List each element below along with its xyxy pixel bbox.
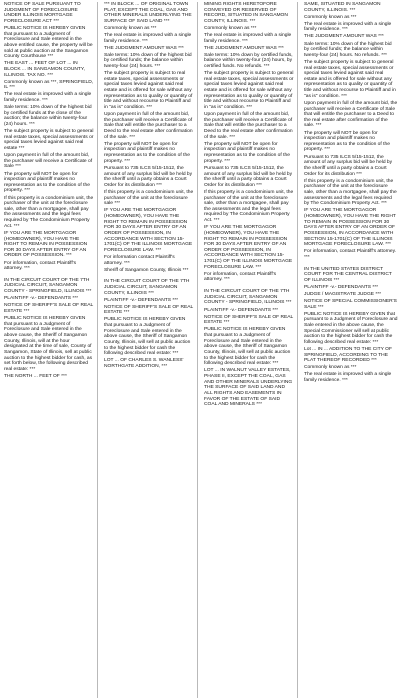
notice-paragraph: If this property is a condominium unit, the purchaser of the unit at the foreclosure sale, other than a mortgagee, shall pay the assessments and the legal fees required by The Condominium Property Act. ***: [304, 178, 397, 207]
notice-paragraph: PLAINTIFF -v.- DEFENDANTS ***: [104, 297, 179, 303]
notice-paragraph: Sale terms: 10% down of the highest bid by certified funds; the balance within twenty-four (24) hours. ***: [104, 52, 192, 70]
notice-paragraph: Commonly known as ***: [204, 26, 257, 32]
notice-paragraph: NOTICE OF SHERIFF'S SALE OF REAL ESTATE ***: [204, 314, 294, 326]
notice-paragraph: Commonly known as ***, SPRINGFIELD, IL ***: [4, 79, 94, 91]
notice-paragraph: The subject property is subject to real estate taxes, special assessments or special taxes levied against said real estate and is offered for sale without any representation as to quality or quantity of title and without recourse to Plaintiff and in "as is" condition. ***: [104, 71, 193, 111]
notice-heading: NOTICE OF SALE PURSUANT TO JUDGMENT OF FORECLOSURE UNDER ILLINOIS MORTGAGE FORECLOSURE ACT ***: [4, 2, 81, 24]
notice-paragraph: The property will NOT be open for inspection and plaintiff makes no representation as to the condition of the property. ***: [204, 141, 290, 164]
legal-notice: [104, 2, 194, 273]
notice-paragraph: PUBLIC NOTICE IS HEREBY GIVEN that pursuant to a Judgment of Foreclosure and Sale entered in the above cause, the Sheriff of Sangamon County, Illinois, will sell at public auction to the highest bidder for cash the following described real estate: ***: [104, 317, 191, 357]
notice-paragraph: Sale terms: 10% down of the highest bid by certified funds at the close of the auction; the balance within twenty-four (24) hours. ***: [4, 105, 92, 128]
notice-paragraph: Lot ... IN ... ADDITION TO THE CITY OF SPRINGFIELD, ACCORDING TO THE PLAT THEREOF RECORDED ***: [304, 347, 392, 364]
notice-paragraph: The real estate is improved with a single family residence. ***: [304, 21, 392, 33]
notice-paragraph: The subject property is subject to general real estate taxes, special assessments or special taxes levied against said real estate and is offered for sale without any representation as to quality or quantity of title and without recourse to Plaintiff and in "as is" condition. ***: [204, 71, 294, 111]
notice-heading: SAME, SITUATED IN SANGAMON COUNTY, ILLINOIS. ***: [304, 2, 381, 13]
notice-paragraph: PLAINTIFF -v.- DEFENDANTS ***: [204, 307, 279, 313]
notice-paragraph: IF YOU ARE THE MORTGAGOR (HOMEOWNER), YOU HAVE THE RIGHT TO REMAIN IN POSSESSION FOR 30 DAYS AFTER ENTRY OF AN ORDER OF POSSESSION, IN ACCORDANCE WITH SECTION 15-1701(C) OF THE ILLINOIS MORTGAGE FORECLOSURE LAW. ***: [304, 208, 396, 248]
legal-notice: [204, 2, 294, 283]
notice-paragraph: IF YOU ARE THE MORTGAGOR (HOMEOWNER), YOU HAVE THE RIGHT TO REMAIN IN POSSESSION FOR 30 DAYS AFTER ENTRY OF AN ORDER OF POSSESSION, IN ACCORDANCE WITH SECTION 15-1701(C) OF THE ILLINOIS MORTGAGE FORECLOSURE LAW. ***: [104, 208, 193, 253]
notice-paragraph: Upon payment in full of the amount bid, the purchaser will receive a Certificate of Sale that will entitle the purchaser to a Deed to the real estate after confirmation of the sale. ***: [304, 100, 398, 129]
notice-heading: IN THE CIRCUIT COURT OF THE 7TH JUDICIAL CIRCUIT, SANGAMON COUNTY, ILLINOIS ***: [104, 279, 190, 296]
legal-notice: [104, 279, 194, 369]
notice-paragraph: The real estate is improved with a single family residence. ***: [4, 92, 92, 104]
notice-paragraph: Sale terms: 10% down by certified funds, balance within twenty-four (24) hours, by certified funds. No refunds. ***: [204, 52, 293, 70]
notice-paragraph: Upon payment in full of the amount bid, the purchaser will receive a Certificate of Sale ***: [4, 153, 93, 170]
legal-notice: [304, 267, 398, 384]
notice-paragraph: If this property is a condominium unit, the purchaser of the unit at the foreclosure sale ***: [104, 189, 194, 207]
notice-paragraph: Commonly known as ***: [104, 26, 157, 32]
legal-notice: [4, 278, 94, 380]
notice-paragraph: PUBLIC NOTICE IS HEREBY GIVEN that pursuant to a Judgment of Foreclosure and Sale entered in the above cause, the Sheriff of Sangamon County, Illinois, will at the hour designated at the time of sale, County of Sangamon, State of Illinois, sell at public auction to the highest bidder for cash, as set forth below, the following described real estate: ***: [4, 315, 93, 372]
notice-heading: IN THE CIRCUIT COURT OF THE 7TH JUDICIAL CIRCUIT, SANGAMON COUNTY - SPRINGFIELD, ILLINOIS ***: [204, 289, 292, 306]
notice-column-4: [304, 2, 398, 698]
notice-paragraph: If this property is a condominium unit, the purchaser of the unit at the foreclosure sale, other than a mortgagee, shall pay the assessments and the legal fees required by The Condominium Property Act. ***: [4, 195, 94, 229]
notice-paragraph: THE EAST ... FEET OF LOT ... IN BLOCK ... IN SANGAMON COUNTY, ILLINOIS. TAX NO. ***: [4, 61, 85, 78]
notice-paragraph: IF YOU ARE THE MORTGAGOR (HOMEOWNER), YOU HAVE THE RIGHT TO REMAIN IN POSSESSION FOR 30 DAYS AFTER ENTRY OF AN ORDER OF POSSESSION. ***: [4, 230, 88, 259]
notice-paragraph: THE JUDGMENT AMOUNT WAS ***: [304, 34, 384, 40]
notice-paragraph: Pursuant to 735 ILCS 5/15-1512, the amount of any surplus bid will be held by the sheriff until a party obtains a Court Order for its distribution ***: [104, 165, 193, 188]
notice-paragraph: LOT ... IN WALNUT VALLEY ESTATES, PHASE II, EXCEPT THE COAL, GAS AND OTHER MINERALS UNDERLYING THE SURFACE OF SAID LAND AND ALL RIGHTS AND EASEMENTS IN FAVOR OF THE ESTATE OF SAID COAL AND MINERALS ***: [204, 368, 293, 408]
notice-paragraph: For information, contact Plaintiff's attorney. ***: [304, 249, 397, 260]
notice-paragraph: NOTICE OF SHERIFF'S SALE OF REAL ESTATE ***: [4, 303, 94, 314]
notice-paragraph: Upon payment in full of the amount bid, the purchaser will receive a Certificate of Sale that will entitle the purchaser to a Deed to the real estate after confirmation of the sale. ***: [104, 112, 193, 140]
notice-paragraph: Pursuant to 735 ILCS 5/15-1512, the amount of any surplus bid will be held by the sheriff until a party obtains a Court Order for its distribution ***: [304, 154, 393, 177]
notice-paragraph: Pursuant to 735 ILCS 5/15-1512, the amount of any surplus bid will be held by the sheriff until a party obtains a Court Order for its distribution ***: [204, 165, 293, 188]
notice-paragraph: PLAINTIFF -v.- DEFENDANTS ***: [4, 296, 79, 302]
notice-paragraph: PLAINTIFF -v.- DEFENDANTS ***: [304, 284, 379, 290]
notice-paragraph: IF YOU ARE THE MORTGAGOR (HOMEOWNER), YOU HAVE THE RIGHT TO REMAIN IN POSSESSION FOR 30 DAYS AFTER ENTRY OF AN ORDER OF POSSESSION, IN ACCORDANCE WITH SECTION 15-1701(C) OF THE ILLINOIS MORTGAGE FORECLOSURE LAW. ***: [204, 225, 293, 270]
notice-paragraph: The subject property is subject to general real estate taxes, special assessments or special taxes levied against said real estate ***: [4, 129, 94, 152]
notice-paragraph: NOTICE OF SPECIAL COMMISSIONER'S SALE ***: [304, 298, 397, 310]
notice-paragraph: The property will NOT be open for inspection and plaintiff makes no representation as to the condition of the property. ***: [104, 141, 190, 164]
notice-column-1: [4, 2, 98, 698]
notice-paragraph: The real estate is improved with a single family residence. ***: [204, 33, 292, 44]
notice-paragraph: For information, contact Plaintiff's attorney. ***: [4, 260, 77, 272]
notice-paragraph: For information contact Plaintiff's attorney. ***: [104, 254, 175, 266]
notice-paragraph: For information, contact Plaintiff's attorney. ***: [204, 271, 277, 283]
notice-paragraph: Sheriff of Sangamon County, Illinois ***: [104, 267, 189, 273]
notice-heading: IN THE CIRCUIT COURT OF THE 7TH JUDICIAL CIRCUIT, SANGAMON COUNTY - SPRINGFIELD, ILLINOIS ***: [4, 277, 92, 295]
notice-paragraph: PUBLIC NOTICE IS HEREBY GIVEN that pursuant to a Judgment of Foreclosure and Sale entered in the above cause, the Special Commissioner will sell at public auction to the highest bidder for cash the following described real estate: ***: [304, 311, 398, 345]
notice-paragraph: Upon payment in full of the amount bid, the purchaser will receive a Certificate of Sale that will entitle the purchaser to a Deed to the real estate after confirmation of the sale. ***: [204, 112, 293, 140]
notice-column-2: [104, 2, 198, 698]
notice-heading: IN THE UNITED STATES DISTRICT COURT FOR THE CENTRAL DISTRICT OF ILLINOIS ***: [304, 266, 392, 283]
notice-paragraph: Sale terms: 10% down of the highest bid by certified funds; the balance within twenty-four (24) hours. No refunds. ***: [304, 41, 392, 58]
notice-paragraph: LOT ... OF CHARLES S. WANLESS' NORTHGATE ADDITION, ***: [104, 358, 184, 369]
notice-paragraph: THE NORTH ... FEET OF ***: [4, 373, 67, 379]
notice-paragraph: THE JUDGMENT AMOUNT WAS ***: [104, 45, 184, 51]
legal-notice: [304, 2, 398, 261]
notice-heading: MINING RIGHTS HERETOFORE CONVEYED OR RESERVED OF RECORD, SITUATED IN SANGAMON COUNTY, ILLINOIS. ***: [204, 2, 288, 24]
notice-columns: [4, 2, 402, 698]
notice-paragraph: PUBLIC NOTICE IS HEREBY GIVEN that pursuant to a Judgment of Foreclosure and Sale entered in the above cause, the Sheriff of Sangamon County, Illinois, will sell at public auction to the highest bidder for cash the following described real estate: ***: [204, 327, 291, 367]
legal-notice: [4, 2, 94, 272]
notice-heading: *** IN BLOCK ... OF ORIGINAL TOWN PLAT, EXCEPT THE COAL, GAS AND OTHER MINERALS UNDERLYING THE SURFACE OF SAID LAND ***: [104, 2, 192, 24]
notice-paragraph: JUDGE / MAGISTRATE JUDGE ***: [304, 291, 382, 297]
notice-paragraph: The real estate is improved with a single family residence. ***: [104, 33, 192, 44]
notice-paragraph: PUBLIC NOTICE IS HEREBY GIVEN that pursuant to a Judgment of Foreclosure and Sale entered in the above entitled cause, the property will be sold at public auction at the Sangamon County Courthouse ***: [4, 26, 93, 60]
notice-paragraph: The real estate is improved with a single family residence. ***: [304, 372, 392, 384]
notice-paragraph: The subject property is subject to general real estate taxes, special assessments or special taxes levied against said real estate and is offered for sale without any representation as to quality or quantity of title and without recourse to Plaintiff and in "as is" condition. ***: [304, 59, 396, 99]
notice-paragraph: The property will NOT be open for inspection and plaintiff makes no representation as to the condition of the property. ***: [4, 171, 90, 194]
notice-paragraph: If this property is a condominium unit, the purchaser of the unit at the foreclosure sale, other than a mortgagee, shall pay the assessments and the legal fees required by The Condominium Property Act. ***: [204, 189, 294, 224]
notice-paragraph: Commonly known as ***: [304, 14, 357, 20]
notice-column-3: [204, 2, 298, 698]
notice-paragraph: NOTICE OF SHERIFF'S SALE OF REAL ESTATE ***: [104, 304, 194, 316]
legal-notice: [204, 289, 294, 408]
notice-paragraph: The property will NOT be open for inspection and plaintiff makes no representation as to the condition of the property. ***: [304, 130, 390, 153]
notice-paragraph: Commonly known as ***: [304, 365, 357, 371]
notice-paragraph: THE JUDGMENT AMOUNT WAS ***: [204, 45, 284, 51]
